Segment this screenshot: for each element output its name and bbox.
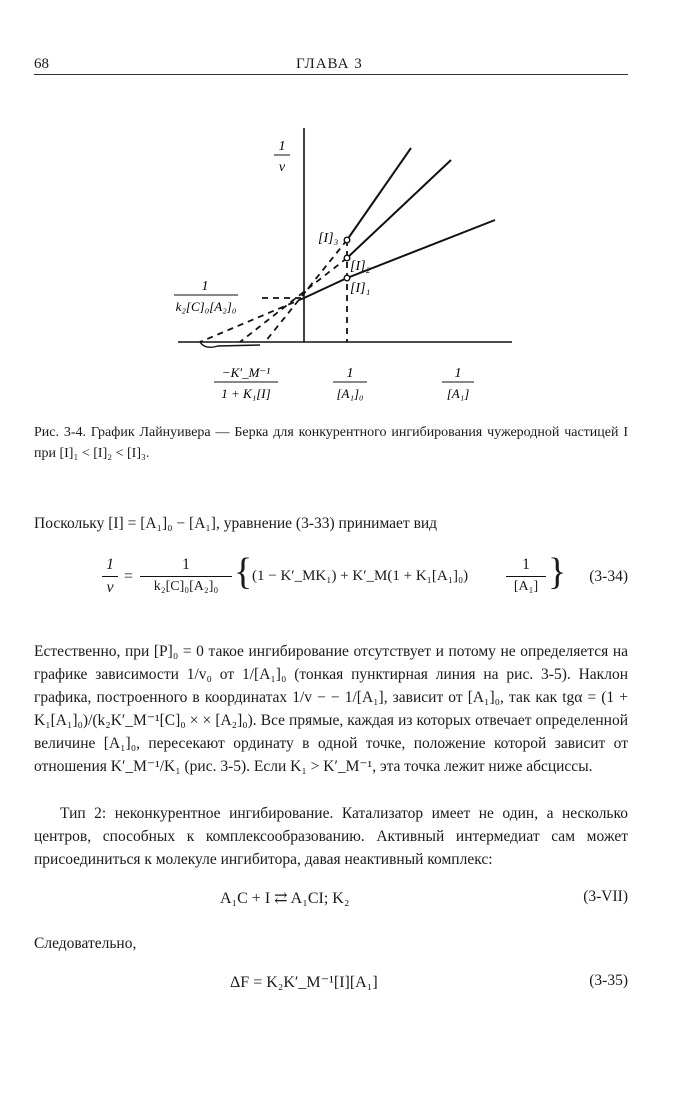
y-label-den: v xyxy=(278,160,286,175)
figure-caption: Рис. 3-4. График Лайнуивера — Берка для конкурентного ингибирования чужеродной частицей I при [I]₁ < [I]₂ < [I]₃. xyxy=(34,425,628,461)
x-label-num: 1 xyxy=(454,366,462,381)
paragraph-3: Тип 2: неконкурентное ингибирование. Катализатор имеет не один, а несколько центров, способных к комплексообразованию. Активный интермедиат сам может присоединиться к молекуле ингибитора, давая неактивный комплекс: xyxy=(34,805,628,868)
y-label-num: 1 xyxy=(278,139,286,154)
label-i2: [I]₂ xyxy=(350,259,371,274)
label-i1: [I]₁ xyxy=(350,281,371,296)
line-i3 xyxy=(347,148,411,240)
eq34-inner-num: 1 xyxy=(522,556,530,573)
point-i2 xyxy=(344,255,350,261)
eq335-text: ΔF = K₂K′_M⁻¹[I][A₁] xyxy=(230,974,378,991)
label-i3: [I]₃ xyxy=(318,231,339,246)
eq34-body: (1 − K′_MK₁) + K′_M(1 + K₁[A₁]₀) xyxy=(252,568,469,584)
eq34-lhs-num: 1 xyxy=(106,556,114,573)
equation-3-34: 1 v = 1 k₂[C]₀[A₂]₀ { (1 − K′_MK₁) + K′_M(1 + K₁[A₁]₀) 1 [A₁] } (3-34) xyxy=(34,556,628,612)
eq3vii-text: A₁C + I ⇄ A₁CI; K₂ xyxy=(220,890,350,907)
paragraph-2: Естественно, при [P]₀ = 0 такое ингибирование отсутствует и потому не определяется на графике зависимости 1/v₀ от 1/[A₁]₀ (тонкая пунктирная линия на рис. 3-5). Наклон графика, построенного в координатах 1/v − − 1/[A₁], зависит от [A₁]₀, так как tgα = (1 + K₁[A₁]₀)/(k₂K′_M⁻¹[C]₀ × × [A₂]₀). Все прямые, каждая из которых отвечает определенной величине [A₁]₀, пересекают ординату в одной точке, положение которой зависит от отношения K′_M⁻¹/K₁ (рис. 3-5). Если K₁ > K′_M⁻¹, эта точка лежит ниже абсциссы. xyxy=(34,643,628,775)
page-number: 68 xyxy=(34,56,49,72)
point-i1 xyxy=(344,275,350,281)
line-i1-left xyxy=(304,278,347,298)
equation-3-35 xyxy=(34,972,628,996)
eq335-number: (3-35) xyxy=(589,972,628,989)
intercept-den: k₂[C]₀[A₂]₀ xyxy=(175,299,237,314)
x-intercept-num: −K′_M⁻¹ xyxy=(221,365,271,380)
dashed-extrapolation-3 xyxy=(265,240,347,342)
point-i3 xyxy=(344,237,350,243)
eq34-frac-num: 1 xyxy=(182,556,190,573)
eq3vii-number: (3-VII) xyxy=(583,888,628,905)
paragraph-1: Поскольку [I] = [A₁]₀ − [A₁], уравнение (3-33) принимает вид xyxy=(34,515,438,532)
x-intercept-den: 1 + K₁[I] xyxy=(221,386,271,401)
eq34-frac-den: k₂[C]₀[A₂]₀ xyxy=(153,579,219,594)
equation-3-VII xyxy=(34,888,628,912)
intercept-num: 1 xyxy=(201,279,209,294)
chapter-title: ГЛАВА 3 xyxy=(296,56,363,72)
eq34-lhs-den: v xyxy=(106,579,114,596)
dashed-extrapolation-2 xyxy=(240,258,347,342)
x-label-den: [A₁] xyxy=(446,386,470,401)
paragraph-4: Следовательно, xyxy=(34,935,137,952)
x-mark-num: 1 xyxy=(346,366,354,381)
eq34-number: (3-34) xyxy=(589,568,628,585)
lineweaver-burk-figure xyxy=(0,0,699,420)
eq34-inner-den: [A₁] xyxy=(513,579,539,594)
x-mark-den: [A₁]₀ xyxy=(336,386,364,401)
